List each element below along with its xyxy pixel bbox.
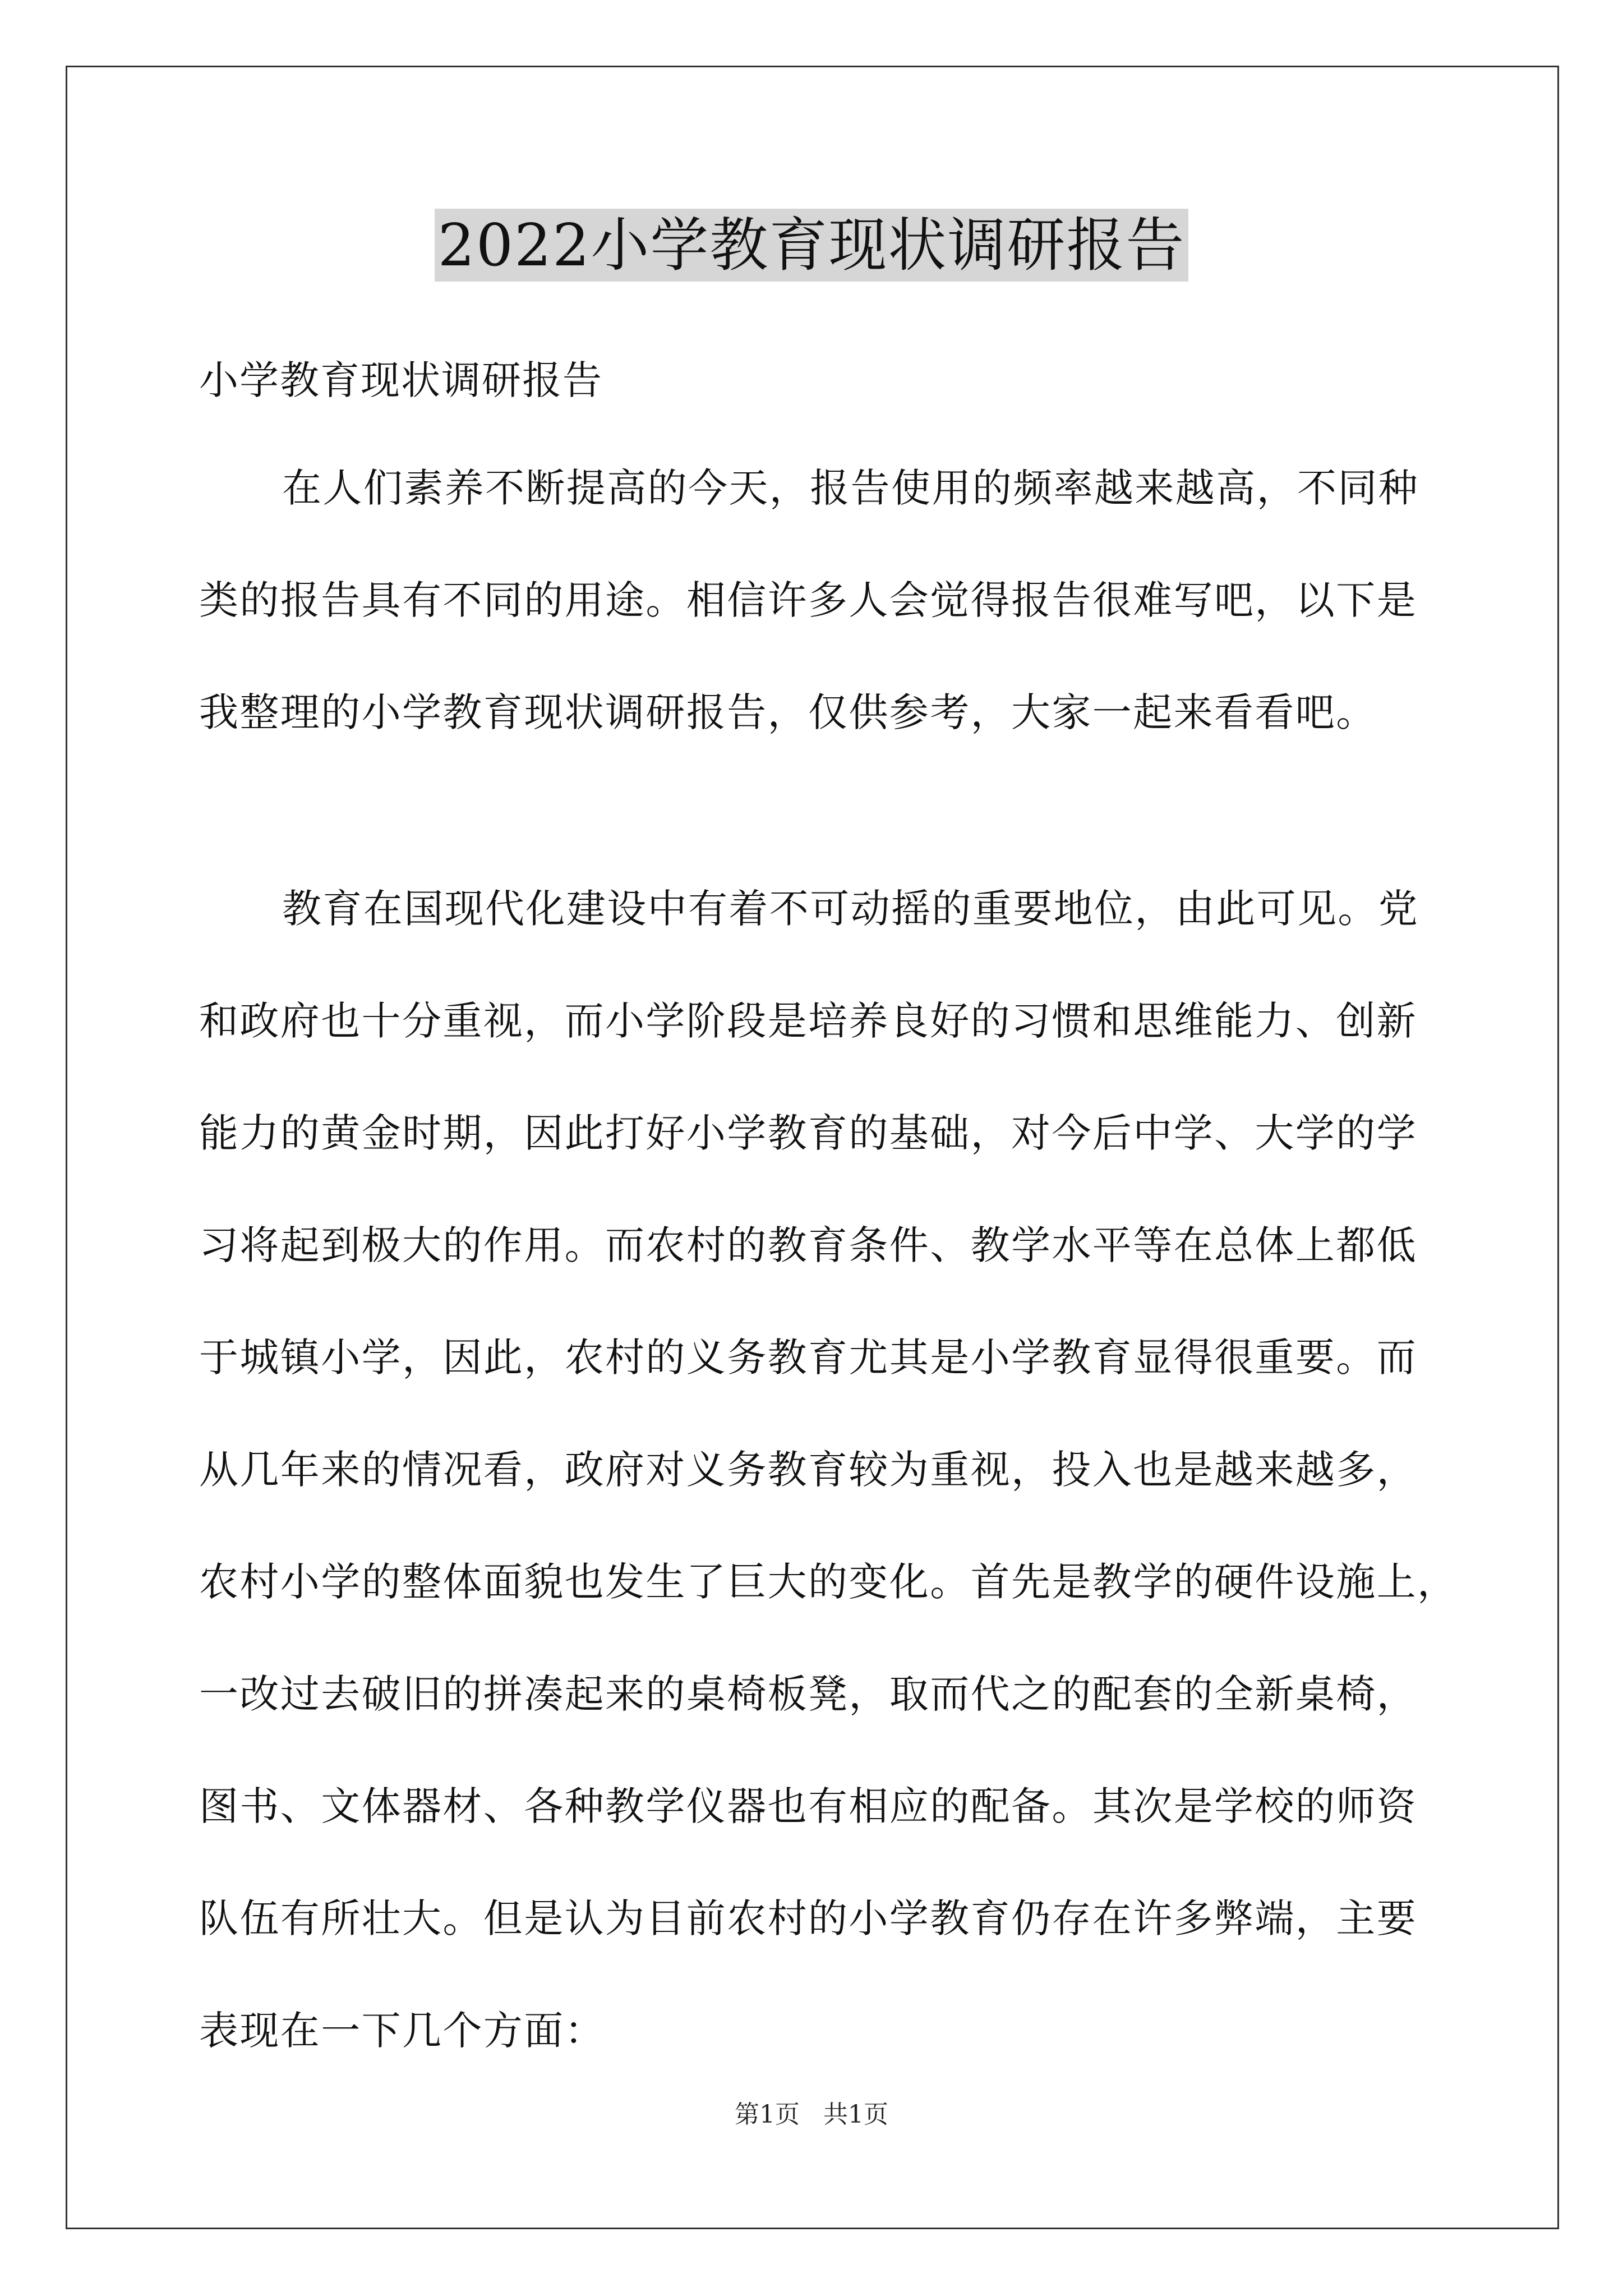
page-number-current: 第1页 [735, 2100, 800, 2129]
paragraph-line: 于城镇小学，因此，农村的义务教育尤其是小学教育显得很重要。而 [199, 1335, 1417, 1381]
paragraph-line: 习将起到极大的作用。而农村的教育条件、教学水平等在总体上都低 [199, 1222, 1417, 1268]
paragraph-line: 能力的黄金时期，因此打好小学教育的基础，对今后中学、大学的学 [199, 1110, 1417, 1156]
document-subtitle: 小学教育现状调研报告 [199, 357, 603, 403]
paragraph-line: 从几年来的情况看，政府对义务教育较为重视，投入也是越来越多， [199, 1447, 1417, 1493]
title-container [0, 209, 1623, 282]
paragraph-line: 图书、文体器材、各种教学仪器也有相应的配备。其次是学校的师资 [199, 1783, 1417, 1829]
paragraph-body [199, 875, 1458, 2109]
paragraph-line: 类的报告具有不同的用途。相信许多人会觉得报告很难写吧，以下是 [199, 577, 1417, 623]
paragraph-intro [199, 454, 1433, 791]
page-footer [0, 2098, 1623, 2132]
page-number-total: 共1页 [823, 2100, 888, 2129]
paragraph-line: 我整理的小学教育现状调研报告，仅供参考，大家一起来看看吧。 [199, 689, 1377, 735]
paragraph-line: 表现在一下几个方面： [199, 2008, 605, 2054]
paragraph-line: 在人们素养不断提高的今天，报告使用的频率越来越高，不同种 [282, 465, 1419, 511]
paragraph-line: 队伍有所壮大。但是认为目前农村的小学教育仍存在许多弊端，主要 [199, 1895, 1417, 1941]
paragraph-line: 农村小学的整体面貌也发生了巨大的变化。首先是教学的硬件设施上， [199, 1559, 1458, 1605]
paragraph-line: 和政府也十分重视，而小学阶段是培养良好的习惯和思维能力、创新 [199, 998, 1417, 1044]
paragraph-line: 一改过去破旧的拼凑起来的桌椅板凳，取而代之的配套的全新桌椅， [199, 1671, 1417, 1717]
document-title: 2022小学教育现状调研报告 [435, 209, 1189, 282]
paragraph-line: 教育在国现代化建设中有着不可动摇的重要地位，由此可见。党 [282, 886, 1419, 932]
